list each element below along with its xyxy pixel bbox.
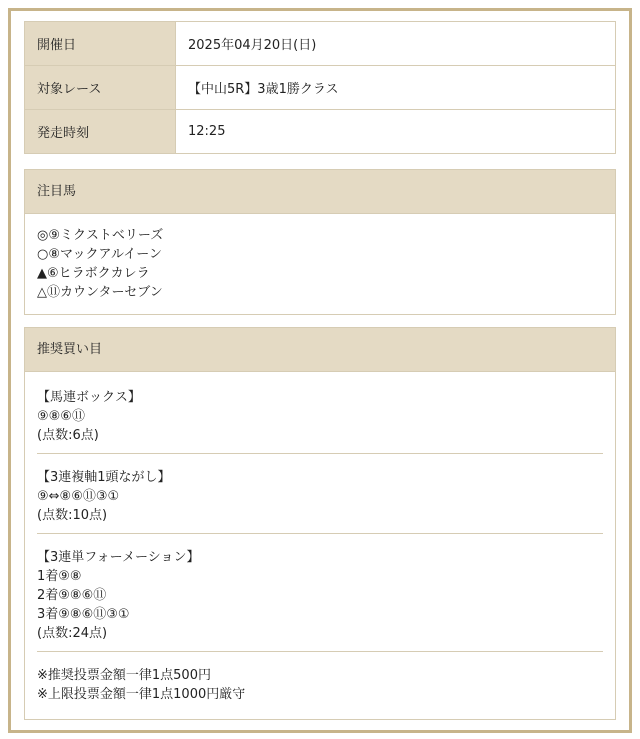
table-row (25, 22, 616, 66)
race-info-table (24, 21, 616, 154)
recommended-bets-section (24, 327, 616, 720)
bet-combination: ⑨⇔⑧⑥⑪③① (37, 489, 120, 504)
featured-horses-list (25, 214, 615, 312)
bet-group-quinella-box (37, 384, 603, 454)
bet-combination: ⑨⑧⑥⑪ (37, 409, 85, 424)
list-item: ○⑧マックアルイーン (37, 247, 163, 262)
table-row (25, 66, 616, 110)
bet-group-trifecta-formation (37, 544, 603, 652)
race-label: 対象レース (25, 66, 176, 110)
table-row (25, 110, 616, 154)
time-value: 12:25 (176, 110, 616, 154)
bet-notes (37, 662, 603, 704)
bet-group-trio-axis (37, 464, 603, 534)
featured-horses-section (24, 169, 616, 315)
recommended-bets-title: 推奨買い目 (25, 328, 615, 372)
bet-points: (点数:24点) (37, 626, 108, 641)
list-item: ▲⑥ヒラボクカレラ (37, 266, 150, 281)
note-recommended-amount: ※推奨投票金額一律1点500円 (37, 668, 211, 683)
bet-third-place: 3着⑨⑧⑥⑪③① (37, 607, 130, 622)
list-item: ◎⑨ミクストベリーズ (37, 228, 164, 243)
list-item: △⑪カウンターセブン (37, 285, 163, 300)
note-max-amount: ※上限投票金額一律1点1000円厳守 (37, 687, 246, 702)
race-value: 【中山5R】3歳1勝クラス (176, 66, 616, 110)
recommended-bets-body (25, 372, 615, 714)
bet-points: (点数:10点) (37, 508, 108, 523)
content-frame (8, 8, 632, 733)
bet-points: (点数:6点) (37, 428, 99, 443)
bet-type: 【3連複軸1頭ながし】 (37, 470, 171, 485)
bet-second-place: 2着⑨⑧⑥⑪ (37, 588, 107, 603)
date-value: 2025年04月20日(日) (176, 22, 616, 66)
time-label: 発走時刻 (25, 110, 176, 154)
date-label: 開催日 (25, 22, 176, 66)
bet-type: 【3連単フォーメーション】 (37, 550, 200, 565)
bet-type: 【馬連ボックス】 (37, 390, 141, 405)
bet-first-place: 1着⑨⑧ (37, 569, 82, 584)
featured-horses-title: 注目馬 (25, 170, 615, 214)
